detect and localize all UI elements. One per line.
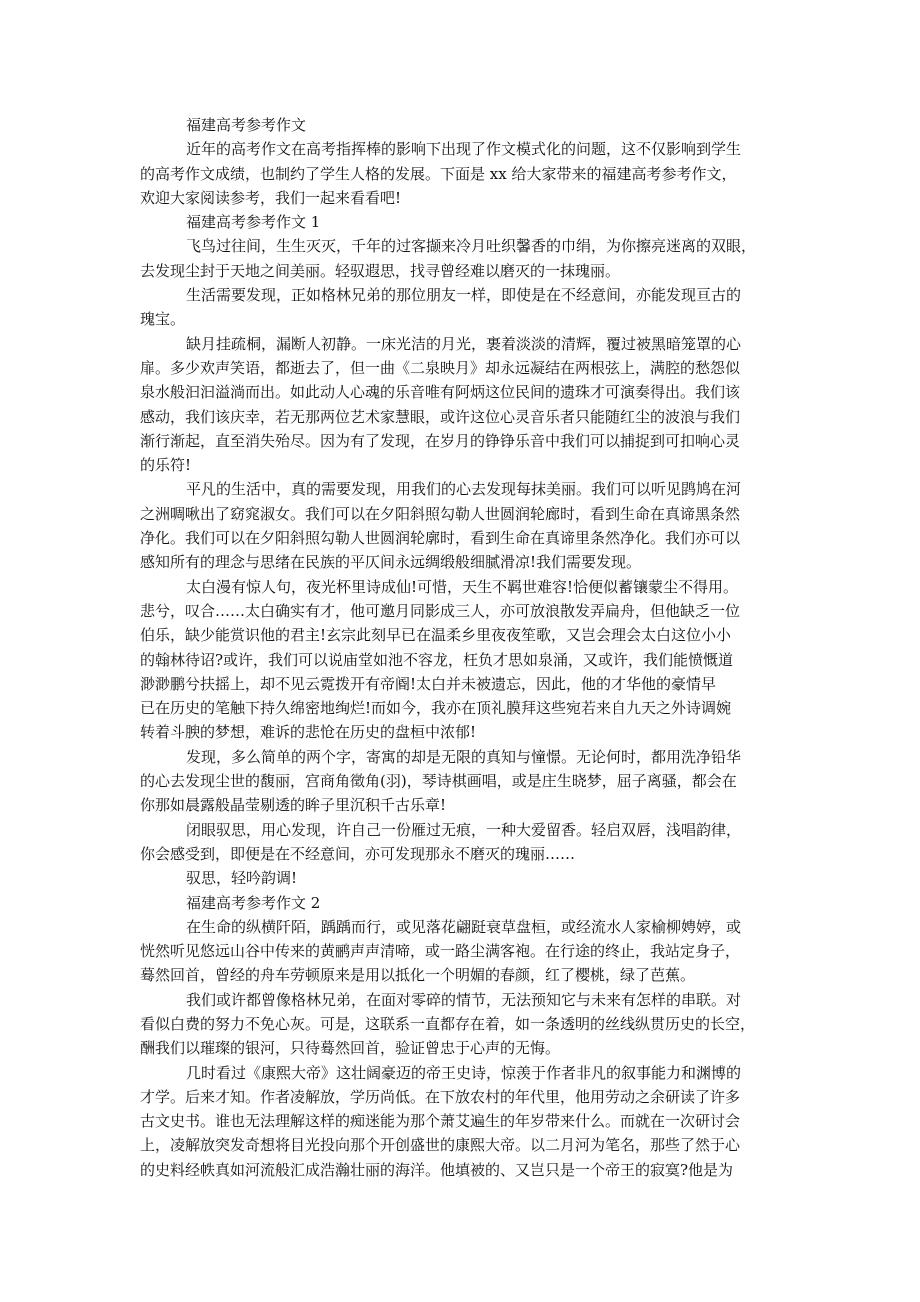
text-line: 酬我们以璀璨的银河，只待蓦然回首，验证曾忠于心声的无悔。 [140,1039,561,1058]
text-line: 感动，我们该庆幸，若无那两位艺术家慧眼，或许这位心灵音乐者只能随红尘的波浪与我们 [140,407,741,426]
text-line: 之洲啁啾出了窈窕淑女。我们可以在夕阳斜照勾勒人世圆润轮廊时，看到生命在真谛黑条然 [140,504,741,523]
text-line: 悲兮，叹合……太白确实有才，他可邀月同影成三人，亦可放浪散发弄扁舟，但他缺乏一位 [140,601,741,620]
text-line: 瑰宝。 [140,310,186,329]
text-line: 感知所有的理念与思绪在民族的平仄间永远绸缎般细腻滑凉!我们需要发现。 [140,553,642,572]
text-line: 蓦然回首，曾经的舟车劳顿原来是用以抵化一个明媚的春颜，红了樱桃，绿了芭蕉。 [140,966,696,985]
text-line: 看似白费的努力不免心灰。可是，这联系一直都存在着，如一条透明的丝线纵贯历史的长空， [140,1014,756,1033]
text-line: 恍然听见悠远山谷中传来的黄鹂声声清啼，或一路尘满客袍。在行途的终止，我站定身子， [140,942,741,961]
text-line: 扉。多少欢声笑语，都逝去了，但一曲《二泉映月》却永远凝结在两根弦上，满腔的愁怨似 [140,358,741,377]
text-line: 几时看过《康熙大帝》这壮阔豪迈的帝王史诗，惊羡于作者非凡的叙事能力和渊博的 [186,1063,742,1082]
text-line: 福建高考参考作文 2 [186,893,321,912]
text-line: 已在历史的笔触下持久绵密地绚烂!而如今，我亦在顶礼膜拜这些宛若来自九天之外诗调婉 [140,699,732,718]
text-line: 飞鸟过往间，生生灭灭，千年的过客撷来冷月吐织馨香的巾绢，为你擦亮迷离的双眼， [186,237,757,256]
text-line: 在生命的纵横阡陌，踽踽而行，或见落花翩跹衰草盘桓，或经流水人家榆柳娉婷，或 [186,917,742,936]
text-line: 发现，多么简单的两个字，寄寓的却是无限的真知与憧憬。无论何时，都用洗净铅华 [186,747,742,766]
text-line: 太白漫有惊人句，夜光杯里诗成仙!可惜，天生不羁世难容!恰便似蓄镶蒙尘不得用。 [186,577,739,596]
text-line: 的乐符! [140,456,192,475]
text-line: 的史料经帙真如河流般汇成浩瀚壮丽的海洋。他填被的、又岂只是一个帝王的寂寞?他是为 [140,1160,734,1179]
text-line: 古文史书。谁也无法理解这样的痴迷能为那个萧艾遍生的年岁带来什么。而就在一次研讨会 [140,1112,741,1131]
text-line: 平凡的生活中，真的需要发现，用我们的心去发现每抹美丽。我们可以听见鹍鸠在河 [186,480,742,499]
text-line: 生活需要发现，正如格林兄弟的那位朋友一样，即使是在不经意间，亦能发现亘古的 [186,286,742,305]
text-line: 福建高考参考作文 [186,116,307,134]
document-body [140,113,787,1182]
text-line: 驭思，轻吟韵调! [186,869,298,888]
text-line: 福建高考参考作文 1 [186,213,321,232]
text-line: 的高考作文成绩，也制约了学生人格的发展。下面是 xx 给大家带来的福建高考参考作文， [140,164,737,183]
text-line: 渺渺鹏兮扶摇上，却不见云霓拨开有帝阍!太白并未被遗忘，因此，他的才华他的豪情早 [140,674,717,693]
text-line: 欢迎大家阅读参考，我们一起来看看吧! [140,188,402,207]
text-line: 你会感受到，即便是在不经意间，亦可发现那永不磨灭的瑰丽…… [140,844,576,863]
text-line: 上，凌解放突发奇想将目光投向那个开创盛世的康熙大帝。以二月河为笔名，那些了然于心 [140,1136,741,1155]
text-line: 闭眼驭思，用心发现，许自己一份雁过无痕，一种大爱留香。轻启双唇，浅唱韵律， [186,820,742,839]
text-line: 去发现尘封于天地之间美丽。轻驭遐思，找寻曾经难以磨灭的一抹瑰丽。 [140,261,621,280]
text-line: 泉水般汩汩溢淌而出。如此动人心魂的乐音唯有阿炳这位民间的遗珠才可演奏得出。我们该 [140,383,741,402]
text-line: 才学。后来才知。作者凌解放，学历尚低。在下放农村的年代里，他用劳动之余研读了许多 [140,1087,741,1106]
text-line: 近年的高考作文在高考指挥棒的影响下出现了作文模式化的问题，这不仅影响到学生 [186,140,742,159]
text-line: 缺月挂疏桐，漏断人初静。一床光洁的月光，裹着淡淡的清辉，覆过被黑暗笼罩的心 [186,334,742,353]
text-line: 净化。我们可以在夕阳斜照勾勒人世圆润轮廓时，看到生命在真谛里条然净化。我们亦可以 [140,529,741,548]
text-line: 你那如晨露般晶莹剔透的眸子里沉积千古乐章! [140,796,447,815]
text-line: 渐行渐起，直至消失殆尽。因为有了发现，在岁月的铮铮乐音中我们可以捕捉到可扣响心灵 [140,431,741,450]
text-line: 我们或许都曾像格林兄弟，在面对零碎的情节，无法预知它与未来有怎样的串联。对 [186,990,742,1009]
text-line: 的翰林待诏?或许，我们可以说庙堂如池不容龙，枉负才思如泉涌，又或许，我们能愤慨道 [140,650,734,669]
text-line: 转着斗腴的梦想，难诉的悲怆在历史的盘桓中浓郁! [140,723,477,742]
text-line: 伯乐，缺少能赏识他的君主!玄宗此刻早已在温柔乡里夜夜笙歌，又岂会理会太白这位小小 [140,626,732,645]
text-line: 的心去发现尘世的馥丽，宫商角徵角(羽)，琴诗棋画唱，或是庄生晓梦，屈子离骚，都会在 [140,772,737,791]
